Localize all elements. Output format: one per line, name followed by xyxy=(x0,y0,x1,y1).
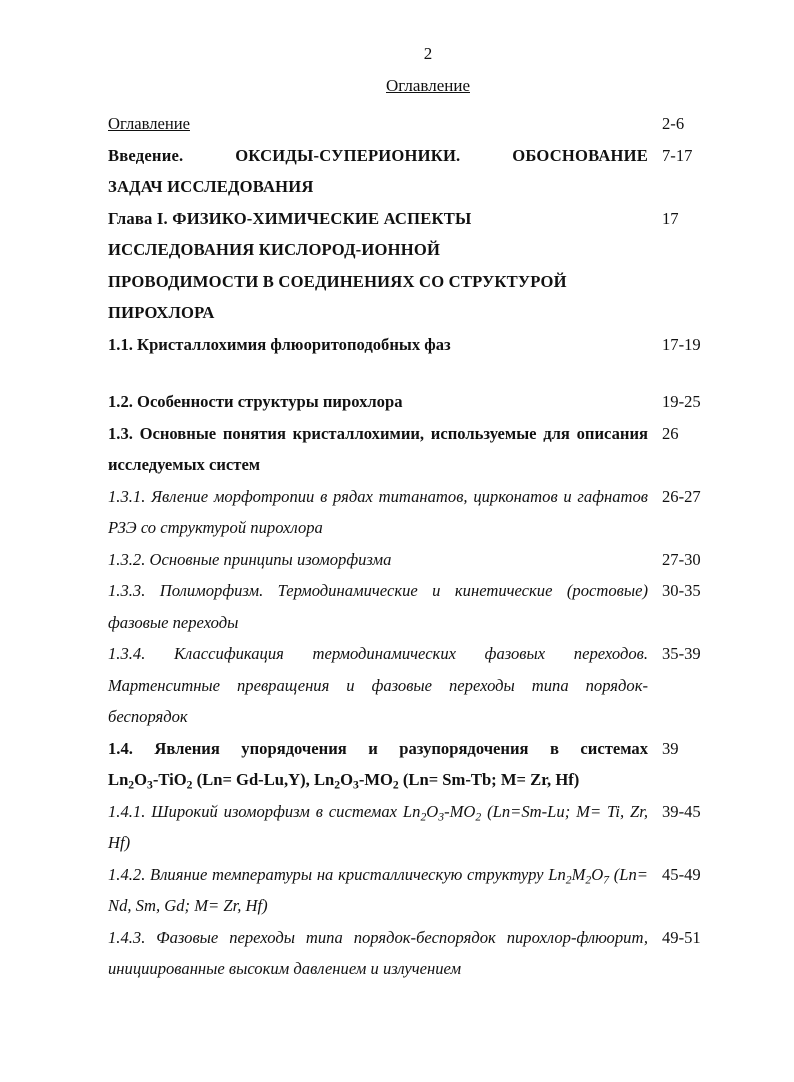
toc-entry-line: ПИРОХЛОРА xyxy=(108,303,215,322)
text-part: 1.4.2. Влияние температуры на кристаллическую структуру Ln xyxy=(108,864,566,884)
toc-entry-pages: 7-17 xyxy=(662,145,693,165)
toc-entry-1-4[interactable] xyxy=(108,733,708,796)
toc-entry-pages: 45-49 xyxy=(662,864,701,884)
toc-entry-text: 1.3. Основные понятия кристаллохимии, используемые для описания исследуемых систем xyxy=(108,423,648,474)
toc-entry-pages: 26 xyxy=(662,423,679,443)
text-part: (Ln= Nd, Sm, Gd; M= Zr, Hf) xyxy=(108,864,648,915)
toc-entry-pages: 17 xyxy=(662,208,679,228)
formula-part: O xyxy=(134,770,148,789)
toc-entry-pages: 30-35 xyxy=(662,581,701,600)
toc-entry-text: 1.3.1. Явление морфотропии в рядах титанатов, цирконатов и гафнатов РЗЭ со структурой пирохлора xyxy=(108,486,648,537)
toc-entry-introduction[interactable] xyxy=(108,140,708,203)
formula-subscript: 3 xyxy=(147,778,153,792)
toc-entry-contents[interactable] xyxy=(108,108,708,140)
toc-entry-text: Оглавление xyxy=(108,114,190,133)
toc-entry-1-3-1[interactable] xyxy=(108,481,708,544)
formula-part: -TiO xyxy=(152,770,187,789)
toc-entry-line: ИССЛЕДОВАНИЯ КИСЛОРОД-ИОННОЙ xyxy=(108,240,441,259)
formula-subscript: 3 xyxy=(438,809,445,823)
toc-entry-label: Введение. xyxy=(108,145,184,165)
toc-entry-1-4-2[interactable] xyxy=(108,859,708,922)
formula-subscript: 7 xyxy=(603,872,610,886)
toc-entry-pages: 39 xyxy=(662,738,679,758)
toc-entry-1-3-3[interactable] xyxy=(108,575,708,638)
formula-subscript: 2 xyxy=(334,778,341,792)
toc-entry-pages: 49-51 xyxy=(662,927,701,947)
toc-entry-line: 1.4. Явления упорядочения и разупорядочения в системах xyxy=(108,738,648,758)
formula-subscript: 2 xyxy=(186,778,193,792)
text-part: O xyxy=(591,864,604,884)
toc-entry-1-3-4[interactable] xyxy=(108,638,708,733)
toc-entry-text xyxy=(108,796,648,859)
text-part: M xyxy=(571,864,586,884)
toc-entry-text: 1.4.3. Фазовые переходы типа порядок-беспорядок пирохлор-флюорит, инициированные высоким давлением и излучением xyxy=(108,927,648,978)
toc-entry-text xyxy=(108,733,648,796)
formula-part: -MO xyxy=(358,770,393,789)
toc-entry-chapter-1[interactable] xyxy=(108,203,708,329)
formula-subscript: 2 xyxy=(475,809,482,823)
toc-entry-formula xyxy=(108,764,648,796)
toc-entry-text xyxy=(108,859,648,922)
text-part: O xyxy=(426,801,439,821)
text-part: 1.4.1. Широкий изоморфизм в системах Ln xyxy=(108,801,421,821)
toc-entry-pages: 26-27 xyxy=(662,486,701,506)
toc-entry-pages: 17-19 xyxy=(662,334,701,354)
toc-entry-line: ПРОВОДИМОСТИ В СОЕДИНЕНИЯХ СО СТРУКТУРОЙ xyxy=(108,271,567,291)
formula-subscript: 2 xyxy=(565,872,572,886)
toc-entry-text xyxy=(108,203,648,329)
toc-entry-pages: 39-45 xyxy=(662,801,701,821)
formula-part: O xyxy=(340,770,353,789)
toc-entry-1-3-2[interactable] xyxy=(108,544,708,576)
toc-entry-pages: 19-25 xyxy=(662,392,701,411)
toc-entry-1-1[interactable] xyxy=(108,329,708,361)
text-part: (Ln=Sm-Lu; M= Ti, Zr, Hf) xyxy=(108,801,648,852)
toc-entry-title-continued: ЗАДАЧ ИССЛЕДОВАНИЯ xyxy=(108,177,314,196)
toc-entry-text: 1.3.4. Классификация термодинамических фазовых переходов. Мартенситные превращения и фазовые переходы типа порядок-беспорядок xyxy=(108,644,648,726)
toc-entry-1-4-1[interactable] xyxy=(108,796,708,859)
toc-entry-text: 1.2. Особенности структуры пирохлора xyxy=(108,392,403,411)
toc-entry-pages: 2-6 xyxy=(662,114,685,133)
toc-entry-text: 1.3.3. Полиморфизм. Термодинамические и кинетические (ростовые) фазовые переходы xyxy=(108,581,648,632)
formula-part: (Ln= Gd-Lu,Y), Ln xyxy=(192,770,335,789)
toc-title: Оглавление xyxy=(386,76,470,95)
formula-subscript: 2 xyxy=(392,778,399,792)
toc-entry-text: 1.1. Кристаллохимия флюоритоподобных фаз xyxy=(108,334,451,354)
page-number: 2 xyxy=(423,44,433,63)
toc-entry-text xyxy=(108,140,648,203)
toc-entry-pages: 35-39 xyxy=(662,644,701,663)
text-part: -MO xyxy=(444,801,476,821)
formula-subscript: 2 xyxy=(128,778,135,792)
formula-part: Ln xyxy=(108,770,129,789)
toc-entry-1-2[interactable] xyxy=(108,386,708,418)
toc-entry-pages: 27-30 xyxy=(662,549,701,569)
toc-entry-text: 1.3.2. Основные принципы изоморфизма xyxy=(108,549,392,569)
toc-entry-1-3[interactable] xyxy=(108,418,708,481)
formula-subscript: 2 xyxy=(585,872,592,886)
spacer xyxy=(108,360,708,386)
table-of-contents xyxy=(108,108,708,985)
formula-subscript: 3 xyxy=(353,778,359,792)
toc-entry-title: ОКСИДЫ-СУПЕРИОНИКИ. ОБОСНОВАНИЕ xyxy=(235,145,648,165)
toc-entry-line: Глава I. ФИЗИКО-ХИМИЧЕСКИЕ АСПЕКТЫ xyxy=(108,208,472,228)
toc-entry-1-4-3[interactable] xyxy=(108,922,708,985)
formula-part: (Ln= Sm-Tb; M= Zr, Hf) xyxy=(398,770,580,789)
formula-subscript: 2 xyxy=(420,809,427,823)
